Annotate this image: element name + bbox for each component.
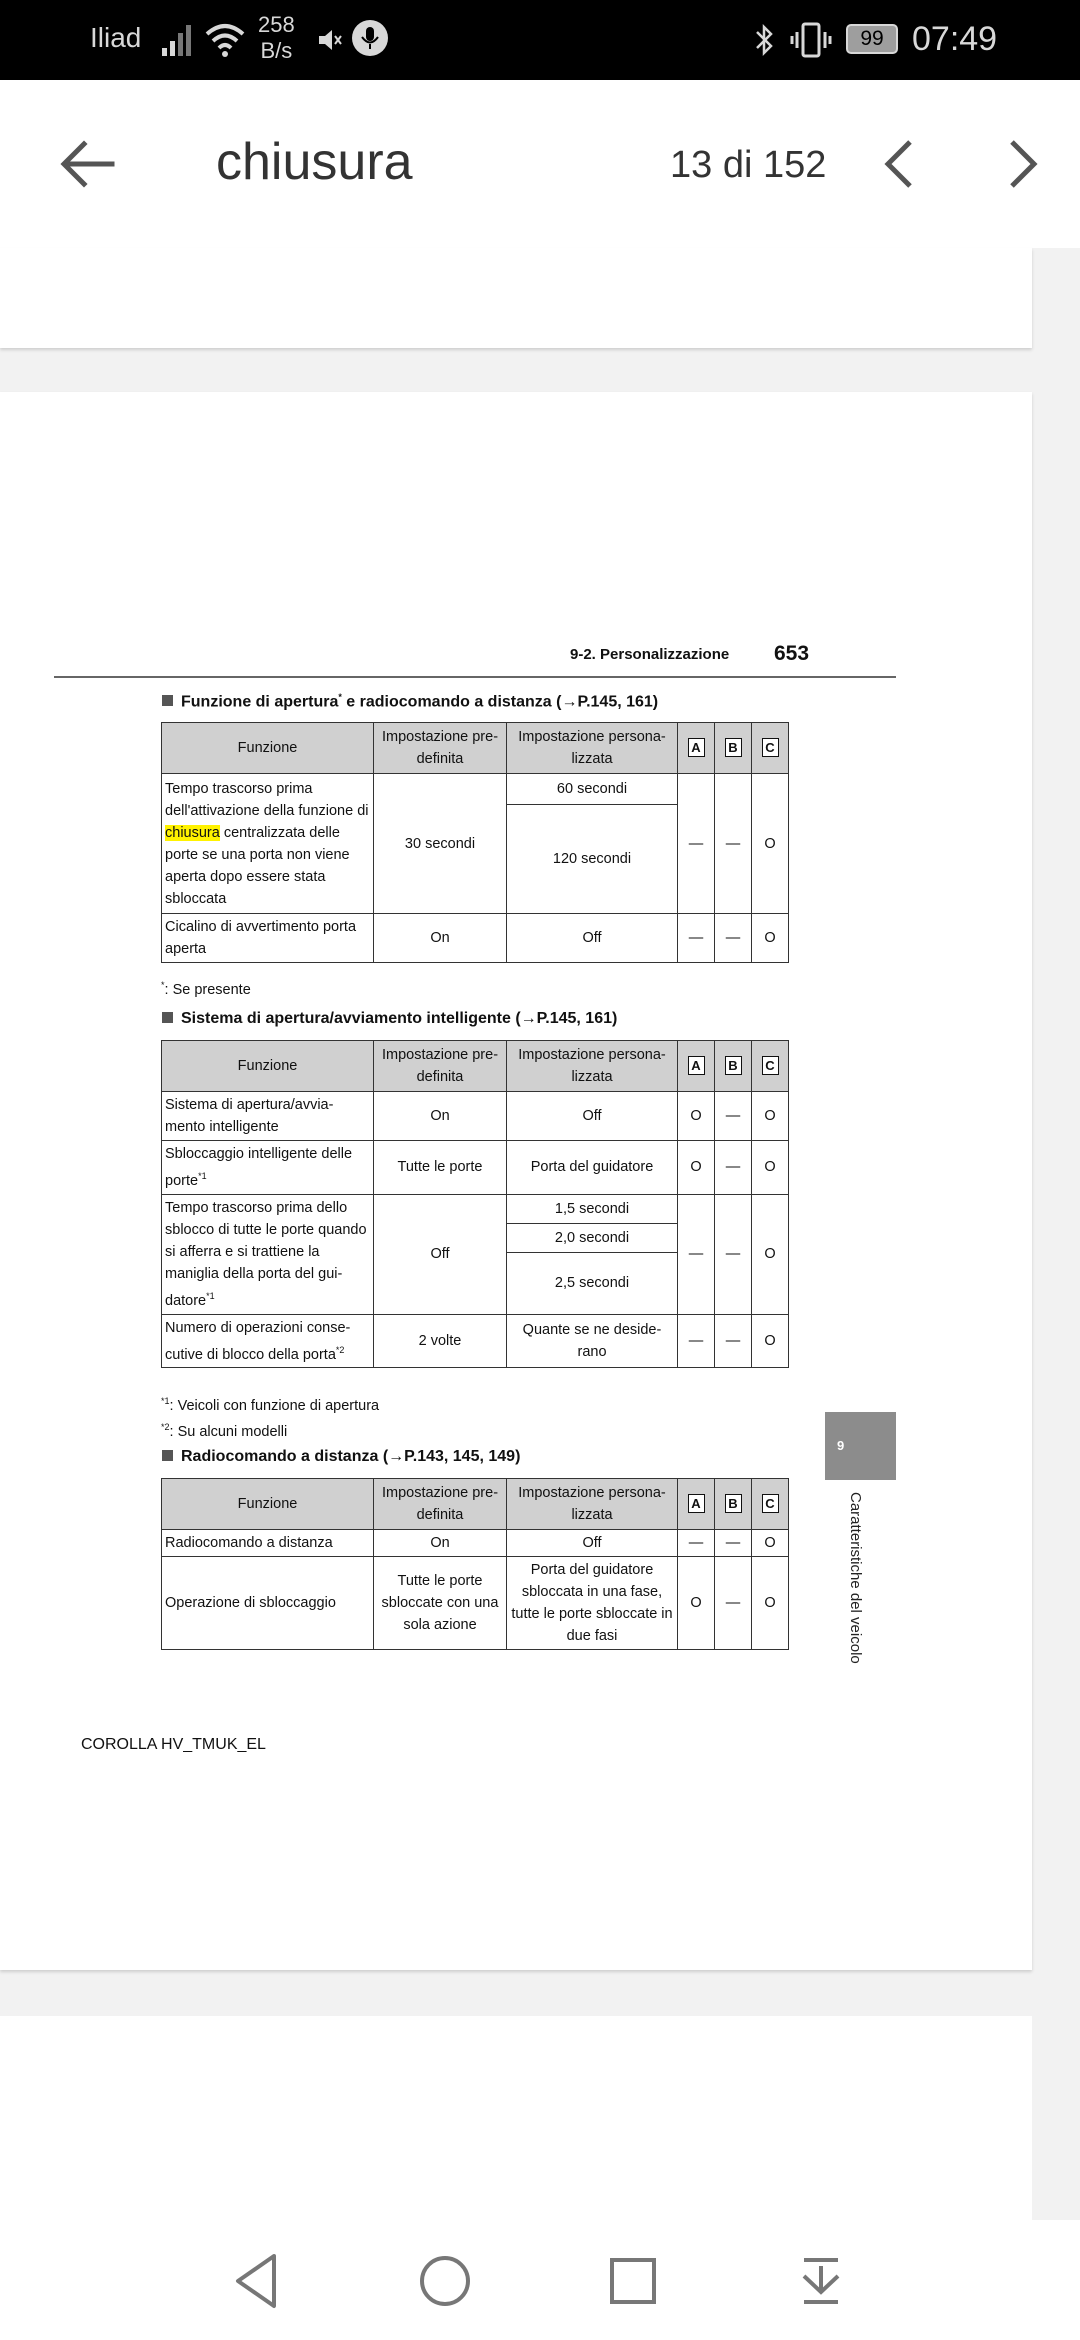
document-code: COROLLA HV_TMUK_EL <box>81 1736 266 1753</box>
recents-square-icon[interactable] <box>598 2246 668 2316</box>
settings-table <box>161 1040 789 1368</box>
footnote: $^{*2}$: Su alcuni modelli <box>161 1422 288 1440</box>
microphone-icon <box>352 20 388 56</box>
table-row: 2,0 secondi <box>162 1224 789 1253</box>
wifi-icon <box>205 20 245 58</box>
table-row: 120 secondi <box>162 805 789 914</box>
battery-indicator: 99 <box>846 24 898 54</box>
chapter-title: Caratteristiche del veicolo <box>847 1492 864 1664</box>
chevron-left-icon[interactable] <box>872 136 928 192</box>
section-title: Radiocomando a distanza (→P.143, 145, 149) <box>162 1448 520 1466</box>
home-circle-icon[interactable] <box>410 2246 480 2316</box>
footnote: $^{*1}$: Veicoli con funzione di apertura <box>161 1396 380 1414</box>
search-toolbar <box>0 80 1080 248</box>
table-row: Radiocomando a distanza On Off — — O <box>162 1530 789 1557</box>
settings-table <box>161 1478 789 1650</box>
back-arrow-icon[interactable] <box>56 132 120 196</box>
vibrate-icon <box>790 20 832 60</box>
clock: 07:49 <box>912 20 998 58</box>
square-bullet-icon <box>162 695 173 706</box>
table-header-row: Funzione Impostazione pre-definita Impostazione persona-lizzata A B C <box>162 1479 789 1530</box>
table-row: 2,5 secondi <box>162 1253 789 1314</box>
header-rule <box>54 676 896 678</box>
search-term[interactable]: chiusura <box>216 133 413 191</box>
table-row: Sbloccaggio intelligente delle porte$^{*1}$ Tutte le porte Porta del guidatore O — O <box>162 1141 789 1195</box>
section-title: Sistema di apertura/avviamento intelligente (→P.145, 161) <box>162 1010 617 1028</box>
back-triangle-icon[interactable] <box>222 2246 292 2316</box>
status-bar <box>0 0 1080 80</box>
square-bullet-icon <box>162 1012 173 1023</box>
chapter-tab: 9 <box>825 1412 896 1480</box>
square-bullet-icon <box>162 1450 173 1461</box>
next-page <box>0 2016 1032 2220</box>
match-counter: 13 di 152 <box>670 144 827 186</box>
speaker-muted-icon <box>315 26 343 54</box>
page-number: 653 <box>774 642 810 665</box>
page-section-header: 9-2. Personalizzazione <box>570 646 730 663</box>
table-row: Operazione di sbloccaggio Tutte le porte sbloccate con una sola azione Porta del guidatore sbloccata in una fase, tutte le porte sbloccate in due fasi O — O <box>162 1557 789 1650</box>
previous-page <box>0 248 1032 348</box>
bluetooth-icon <box>752 22 778 58</box>
notification-pulldown-icon[interactable] <box>786 2246 856 2316</box>
table-row: Cicalino di avvertimento porta aperta On Off — — O <box>162 914 789 963</box>
table-row: Numero di operazioni conse-cutive di blocco della porta$^{*2}$ 2 volte Quante se ne deside-rano — — O <box>162 1314 789 1368</box>
table-row: Tempo trascorso prima dello sblocco di tutte le porte quando si afferra e si trattiene la maniglia della porta del gui-datore$^{*1}$ Off 1,5 secondi — — O <box>162 1194 789 1223</box>
section-title: Funzione di apertura* e radiocomando a distanza (→P.145, 161) <box>162 692 658 711</box>
search-highlight[interactable]: chiusura <box>165 824 220 841</box>
footnote: *: Se presente <box>161 980 251 998</box>
table-header-row: Funzione Impostazione pre-definita Impostazione persona-lizzata A B C <box>162 723 789 774</box>
table-row: Tempo trascorso prima dell'attivazione della funzione di chiusura centralizzata delle porte se una porta non viene aperta dopo essere stata sbloccata 30 secondi 60 secondi — — O <box>162 774 789 805</box>
signal-icon <box>160 22 196 56</box>
table-header-row: Funzione Impostazione pre-definita Impostazione persona-lizzata A B C <box>162 1041 789 1092</box>
carrier-name: Iliad <box>90 22 142 53</box>
data-rate: 258 B/s <box>258 12 295 63</box>
navigation-bar <box>0 2220 1080 2340</box>
settings-table <box>161 722 789 963</box>
chevron-right-icon[interactable] <box>994 136 1050 192</box>
table-row: Sistema di apertura/avvia-mento intelligente On Off O — O <box>162 1092 789 1141</box>
pdf-page <box>0 392 1032 1970</box>
scroll-track[interactable] <box>1032 248 1080 2220</box>
